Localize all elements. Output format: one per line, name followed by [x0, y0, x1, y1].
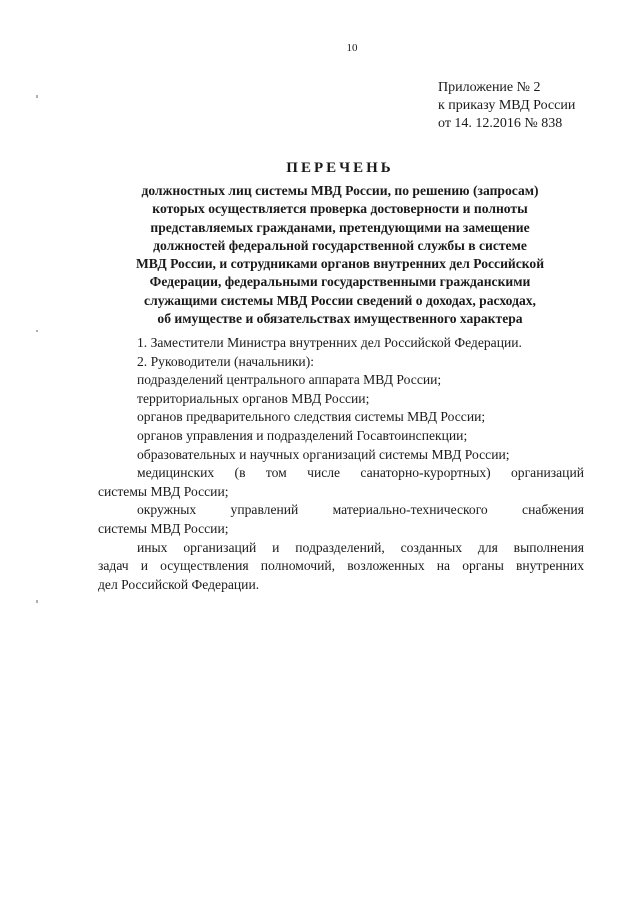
- subtitle-line: служащими системы МВД России сведений о доходах, расходах,: [144, 292, 536, 308]
- list-item: медицинских (в том числе санаторно-курортных) организаций: [137, 465, 584, 481]
- list-item: подразделений центрального аппарата МВД России;: [137, 372, 442, 388]
- list-item: окружных управлений материально-технического снабжения: [137, 502, 584, 518]
- annex-line: от 14. 12.2016 № 838: [438, 116, 563, 131]
- list-item-continuation: системы МВД России;: [98, 483, 229, 499]
- annex-line: Приложение № 2: [438, 80, 541, 95]
- list-item: органов управления и подразделений Госавтоинспекции;: [137, 427, 468, 443]
- subtitle-line: МВД России, и сотрудниками органов внутренних дел Российской: [135, 256, 545, 272]
- document-title: ПЕРЕЧЕНЬ: [286, 160, 394, 176]
- scan-artifact: [36, 330, 38, 332]
- subtitle-line: которых осуществляется проверка достоверности и полноты: [152, 201, 528, 217]
- list-item-continuation: задач и осуществления полномочий, возложенных на органы внутренних: [98, 558, 584, 574]
- list-item-continuation: дел Российской Федерации.: [98, 576, 260, 592]
- annex-block: [438, 79, 575, 133]
- subtitle-line: должностей федеральной государственной службы в системе: [153, 237, 527, 253]
- list-item: территориальных органов МВД России;: [137, 390, 370, 406]
- scan-artifact: [36, 95, 38, 98]
- list-item: образовательных и научных организаций системы МВД России;: [137, 446, 510, 462]
- list-item: органов предварительного следствия системы МВД России;: [137, 409, 486, 425]
- list-item: 2. Руководители (начальники):: [137, 353, 315, 369]
- scan-artifact: [36, 600, 38, 603]
- list-item: 1. Заместители Министра внутренних дел Российской Федерации.: [137, 335, 522, 350]
- page-number: 10: [346, 42, 358, 54]
- annex-line: к приказу МВД России: [438, 98, 576, 113]
- document-subtitle: [98, 182, 582, 328]
- document-body: [98, 334, 584, 594]
- subtitle-line: должностных лиц системы МВД России, по решению (запросам): [141, 183, 539, 198]
- subtitle-line: Федерации, федеральными государственными гражданскими: [149, 274, 531, 290]
- list-item-continuation: системы МВД России;: [98, 520, 229, 536]
- list-item: иных организаций и подразделений, созданных для выполнения: [137, 539, 584, 555]
- subtitle-line: об имуществе и обязательствах имущественного характера: [157, 311, 523, 327]
- subtitle-line: представляемых гражданами, претендующими на замещение: [150, 219, 530, 235]
